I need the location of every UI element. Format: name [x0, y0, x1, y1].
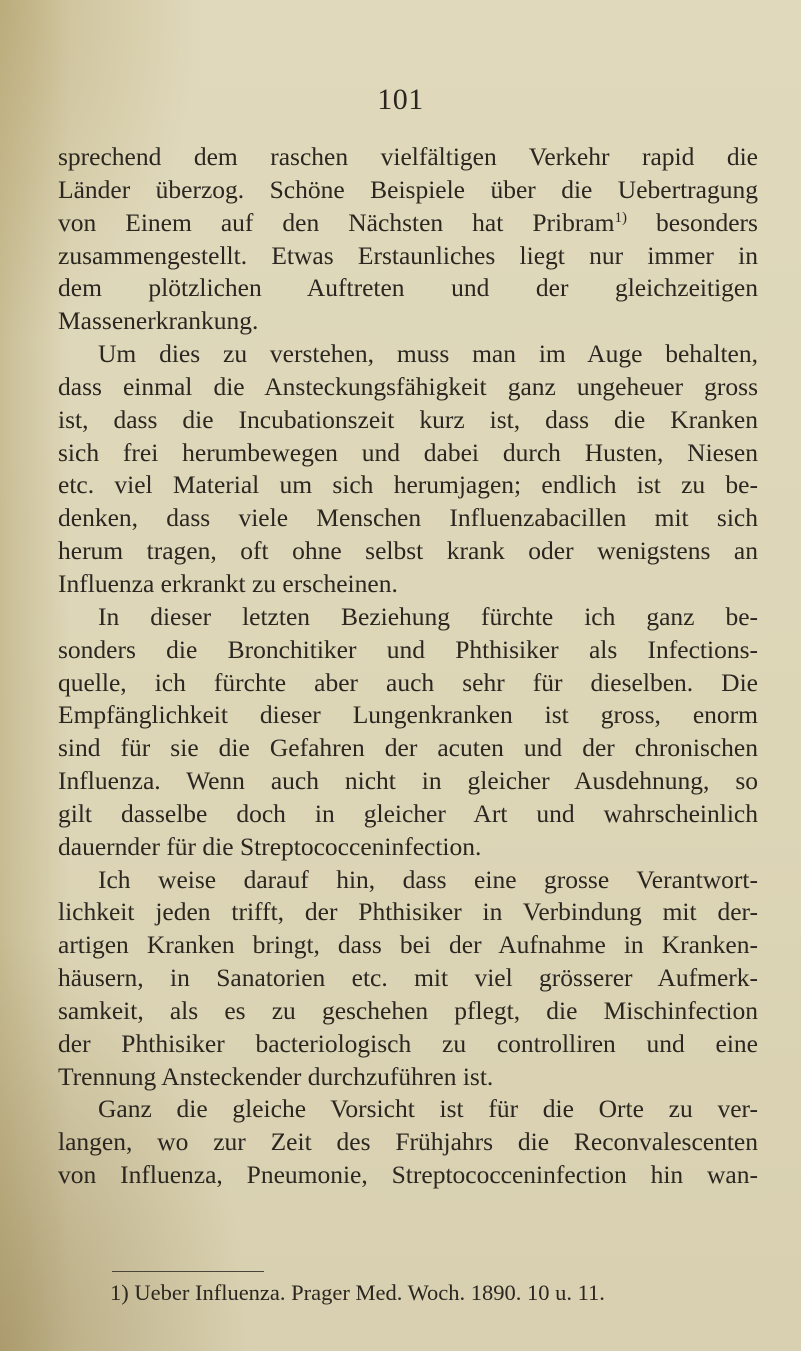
- text-line: dem plötzlichen Auftreten und der gleichzeitigen: [58, 273, 758, 303]
- body-text: [58, 141, 758, 1192]
- text-line: zusammengestellt. Etwas Erstaunliches liegt nur immer in: [58, 240, 758, 270]
- text-line: dass einmal die Ansteckungsfähigkeit ganz ungeheuer gross: [58, 371, 758, 401]
- text-line: ist, dass die Incubationszeit kurz ist, dass die Kranken: [58, 404, 758, 434]
- text-line: artigen Kranken bringt, dass bei der Aufnahme in Kranken-: [58, 930, 758, 960]
- text-line: [58, 207, 758, 240]
- text-line: von Influenza, Pneumonie, Streptococceninfection hin wan-: [58, 1160, 758, 1190]
- text-line: gilt dasselbe doch in gleicher Art und wahrscheinlich: [58, 798, 758, 828]
- text-line-segment: besonders: [626, 207, 758, 237]
- text-line: Ich weise darauf hin, dass eine grosse Verantwort-: [98, 864, 758, 894]
- text-line: der Phthisiker bacteriologisch zu controlliren und eine: [58, 1028, 758, 1058]
- text-line: quelle, ich fürchte aber auch sehr für dieselben. Die: [58, 667, 758, 697]
- text-line: Massenerkrankung.: [58, 306, 259, 336]
- text-line: Influenza. Wenn auch nicht in gleicher Ausdehnung, so: [58, 766, 758, 796]
- footnote-marker: 1): [614, 209, 627, 226]
- text-line: Ganz die gleiche Vorsicht ist für die Orte zu ver-: [98, 1094, 758, 1124]
- text-line: Trennung Ansteckender durchzuführen ist.: [58, 1061, 494, 1091]
- text-line: dauernder für die Streptococceninfection.: [58, 831, 482, 861]
- text-line: samkeit, als es zu geschehen pflegt, die Mischinfection: [58, 995, 758, 1025]
- text-line: In dieser letzten Beziehung fürchte ich ganz be-: [98, 601, 758, 631]
- page-number: 101: [377, 83, 424, 116]
- text-line-segment: von Einem auf den Nächsten hat Pribram: [58, 207, 615, 237]
- text-line: Länder überzog. Schöne Beispiele über die Uebertragung: [58, 174, 758, 204]
- text-line: Empfänglichkeit dieser Lungenkranken ist gross, enorm: [58, 700, 758, 730]
- text-line: lichkeit jeden trifft, der Phthisiker in Verbindung mit der-: [58, 897, 758, 927]
- text-line: sonders die Bronchitiker und Phthisiker als Infections-: [58, 634, 758, 664]
- text-line: sprechend dem raschen vielfältigen Verkehr rapid die: [58, 142, 758, 171]
- text-line: sich frei herumbewegen und dabei durch Husten, Niesen: [58, 437, 758, 467]
- text-line: herum tragen, oft ohne selbst krank oder wenigstens an: [58, 536, 758, 566]
- text-line: Influenza erkrankt zu erscheinen.: [58, 568, 398, 598]
- footnote: 1) Ueber Influenza. Prager Med. Woch. 1890. 10 u. 11.: [110, 1280, 605, 1305]
- text-line: Um dies zu verstehen, muss man im Auge behalten,: [98, 339, 758, 369]
- text-line: etc. viel Material um sich herumjagen; endlich ist zu be-: [58, 470, 758, 500]
- text-line: denken, dass viele Menschen Influenzabacillen mit sich: [58, 503, 758, 533]
- footnote-divider: [112, 1271, 264, 1272]
- text-line: häusern, in Sanatorien etc. mit viel grösserer Aufmerk-: [58, 963, 758, 993]
- text-line: langen, wo zur Zeit des Frühjahrs die Reconvalescenten: [58, 1127, 758, 1157]
- text-line: sind für sie die Gefahren der acuten und der chronischen: [58, 733, 758, 763]
